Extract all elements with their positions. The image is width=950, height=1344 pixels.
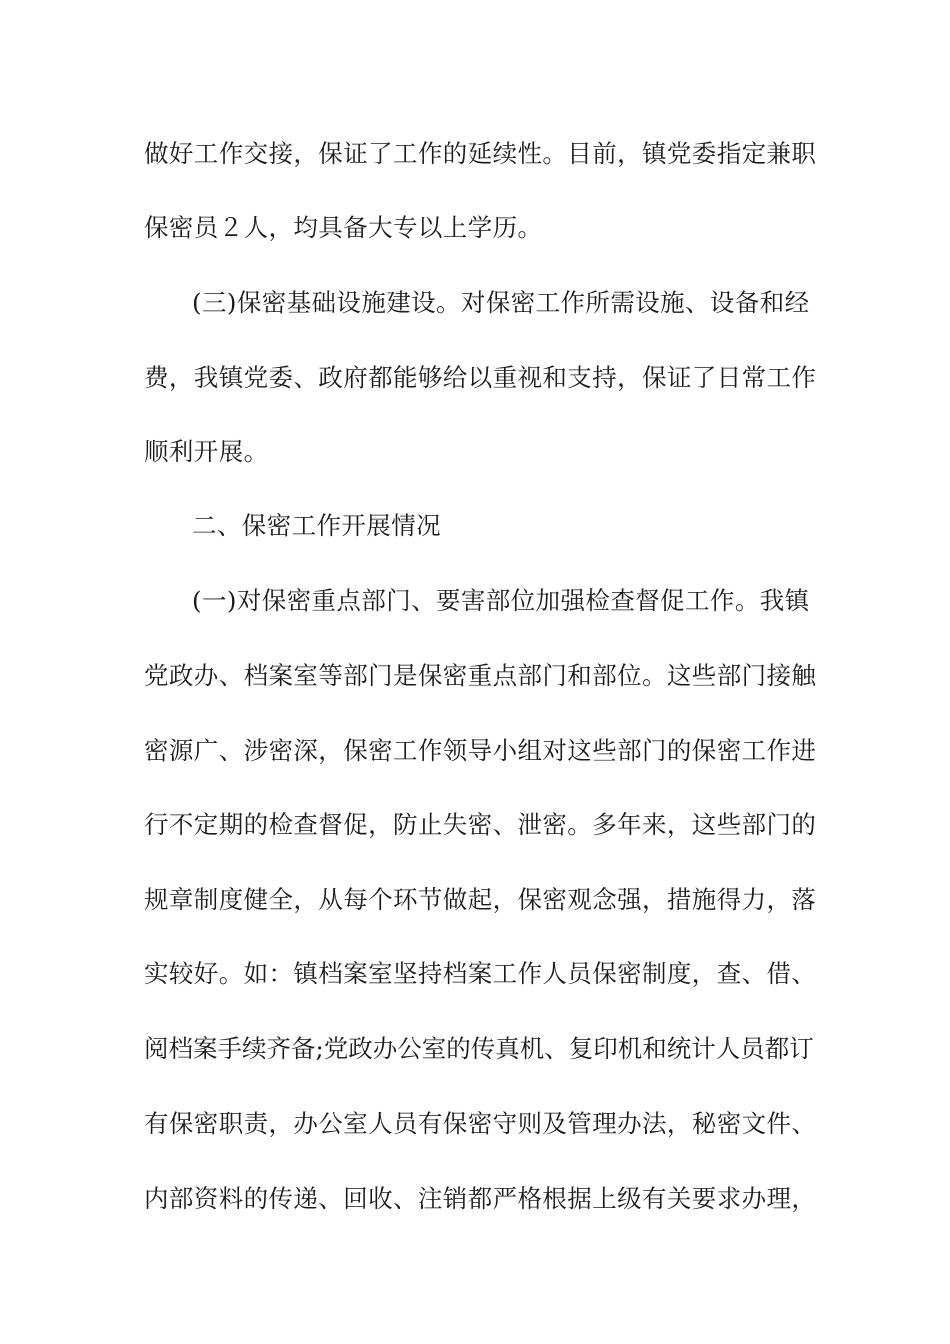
body-text-line: 顺利开展。 <box>144 437 269 466</box>
body-text-line: 规章制度健全，从每个环节做起，保密观念强，措施得力，落 <box>144 885 817 914</box>
body-text-line: 行不定期的检查督促，防止失密、泄密。多年来，这些部门的 <box>144 810 817 839</box>
body-text-line: 内部资料的传递、回收、注销都严格根据上级有关要求办理， <box>144 1184 817 1213</box>
body-text-line: 做好工作交接，保证了工作的延续性。目前，镇党委指定兼职 <box>144 139 817 168</box>
body-text-line: 有保密职责，办公室人员有保密守则及管理办法，秘密文件、 <box>144 1109 817 1138</box>
body-text-line: 费，我镇党委、政府都能够给以重视和支持，保证了日常工作 <box>144 363 817 392</box>
body-text-line: 保密员２人，均具备大专以上学历。 <box>144 213 543 242</box>
section-heading: (一)对保密重点部门、要害部位加强检查督促工作。我镇 <box>192 586 810 615</box>
body-text-line: 阅档案手续齐备;党政办公室的传真机、复印机和统计人员都订 <box>144 1034 814 1063</box>
section-heading: (三)保密基础设施建设。对保密工作所需设施、设备和经 <box>192 288 810 317</box>
body-text-line: 实较好。如：镇档案室坚持档案工作人员保密制度，查、借、 <box>144 959 817 988</box>
section-heading: 二、保密工作开展情况 <box>192 511 441 540</box>
body-text-line: 党政办、档案室等部门是保密重点部门和部位。这些部门接触 <box>144 661 817 690</box>
body-text-line: 密源广、涉密深，保密工作领导小组对这些部门的保密工作进 <box>144 736 817 765</box>
